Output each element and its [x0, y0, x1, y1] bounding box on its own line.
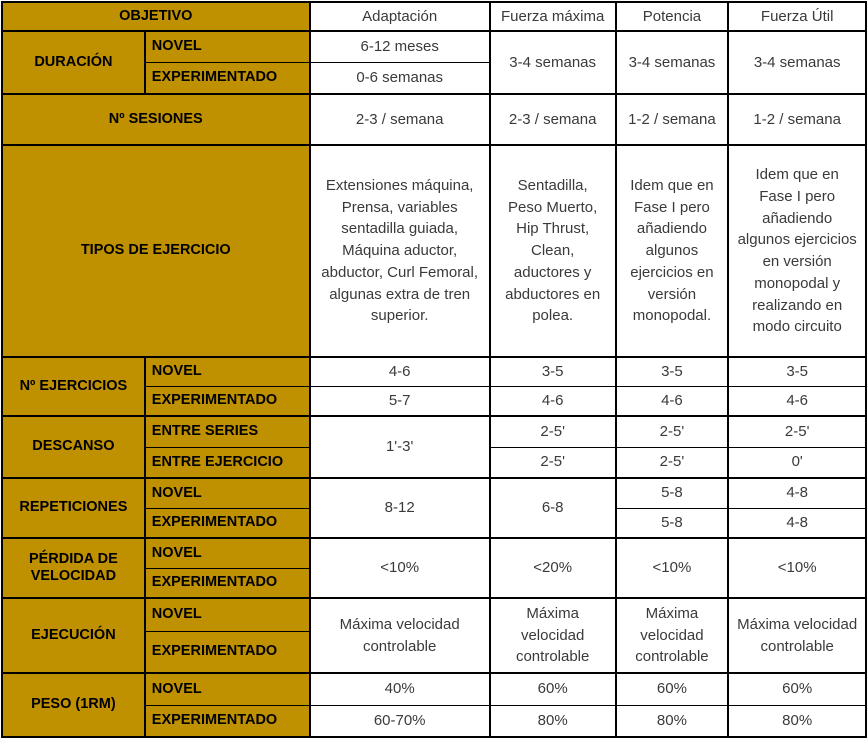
cell-sesiones-fuerza-maxima: 2-3 / semana: [490, 94, 616, 145]
cell-peso-experimentado-fuerza-util: 80%: [728, 705, 866, 737]
cell-descanso-adaptacion-merged: 1'-3': [310, 416, 490, 478]
cell-descanso-ejercicio-fuerza-maxima: 2-5': [490, 447, 616, 478]
cell-peso-experimentado-label: EXPERIMENTADO: [145, 705, 310, 737]
cell-tipos-adaptacion: Extensiones máquina, Prensa, variables sentadilla guiada, Máquina aductor, abductor, Curl Femoral, algunas extra de tren superior.: [310, 145, 490, 357]
cell-repeticiones-label: REPETICIONES: [2, 478, 145, 538]
col-header-fuerza-maxima: Fuerza máxima: [490, 2, 616, 31]
cell-ejercicios-novel-potencia: 3-5: [616, 357, 729, 386]
cell-descanso-label: DESCANSO: [2, 416, 145, 478]
cell-ejercicios-novel-adaptacion: 4-6: [310, 357, 490, 386]
cell-descanso-series-potencia: 2-5': [616, 416, 729, 447]
cell-duracion-novel-adaptacion: 6-12 meses: [310, 31, 490, 62]
col-header-fuerza-util: Fuerza Útil: [728, 2, 866, 31]
cell-descanso-series-fuerza-maxima: 2-5': [490, 416, 616, 447]
cell-ejecucion-potencia: Máxima velocidad controlable: [616, 598, 729, 673]
cell-descanso-series-label: ENTRE SERIES: [145, 416, 310, 447]
cell-repeticiones-experimentado-label: EXPERIMENTADO: [145, 508, 310, 538]
cell-peso-novel-fuerza-maxima: 60%: [490, 673, 616, 705]
cell-tipos-potencia: Idem que en Fase I pero añadiendo algunos ejercicios en versión monopodal.: [616, 145, 729, 357]
cell-perdida-novel-label: NOVEL: [145, 538, 310, 568]
cell-ejecucion-experimentado-label: EXPERIMENTADO: [145, 631, 310, 673]
cell-descanso-ejercicio-fuerza-util: 0': [728, 447, 866, 478]
cell-ejercicios-experimentado-fuerza-util: 4-6: [728, 386, 866, 416]
cell-duracion-potencia: 3-4 semanas: [616, 31, 729, 94]
cell-sesiones-adaptacion: 2-3 / semana: [310, 94, 490, 145]
cell-ejercicios-novel-fuerza-util: 3-5: [728, 357, 866, 386]
cell-descanso-series-fuerza-util: 2-5': [728, 416, 866, 447]
cell-duracion-experimentado-label: EXPERIMENTADO: [145, 62, 310, 94]
cell-tipos-fuerza-util: Idem que en Fase I pero añadiendo algunos ejercicios en versión monopodal y realizando en modo circuito: [728, 145, 866, 357]
cell-perdida-potencia: <10%: [616, 538, 729, 598]
cell-objetivo-label: OBJETIVO: [2, 2, 310, 31]
cell-peso-experimentado-adaptacion: 60-70%: [310, 705, 490, 737]
cell-repeticiones-fuerza-maxima-merged: 6-8: [490, 478, 616, 538]
cell-sesiones-fuerza-util: 1-2 / semana: [728, 94, 866, 145]
cell-peso-novel-potencia: 60%: [616, 673, 729, 705]
cell-perdida-label: PÉRDIDA DE VELOCIDAD: [2, 538, 145, 598]
cell-ejercicios-experimentado-label: EXPERIMENTADO: [145, 386, 310, 416]
cell-ejercicios-experimentado-potencia: 4-6: [616, 386, 729, 416]
cell-duracion-novel-label: NOVEL: [145, 31, 310, 62]
cell-repeticiones-novel-potencia: 5-8: [616, 478, 729, 508]
cell-ejercicios-novel-fuerza-maxima: 3-5: [490, 357, 616, 386]
col-header-potencia: Potencia: [616, 2, 729, 31]
cell-perdida-experimentado-label: EXPERIMENTADO: [145, 568, 310, 598]
cell-repeticiones-adaptacion-merged: 8-12: [310, 478, 490, 538]
cell-ejecucion-label: EJECUCIÓN: [2, 598, 145, 673]
cell-duracion-fuerza-util: 3-4 semanas: [728, 31, 866, 94]
cell-ejecucion-fuerza-maxima: Máxima velocidad controlable: [490, 598, 616, 673]
cell-ejecucion-novel-label: NOVEL: [145, 598, 310, 631]
cell-peso-label: PESO (1RM): [2, 673, 145, 737]
cell-repeticiones-experimentado-potencia: 5-8: [616, 508, 729, 538]
cell-peso-experimentado-fuerza-maxima: 80%: [490, 705, 616, 737]
cell-ejercicios-experimentado-adaptacion: 5-7: [310, 386, 490, 416]
cell-ejecucion-fuerza-util: Máxima velocidad controlable: [728, 598, 866, 673]
cell-repeticiones-experimentado-fuerza-util: 4-8: [728, 508, 866, 538]
cell-peso-novel-label: NOVEL: [145, 673, 310, 705]
cell-perdida-adaptacion: <10%: [310, 538, 490, 598]
cell-repeticiones-novel-label: NOVEL: [145, 478, 310, 508]
cell-perdida-fuerza-util: <10%: [728, 538, 866, 598]
cell-tipos-fuerza-maxima: Sentadilla, Peso Muerto, Hip Thrust, Clean, aductores y abductores en polea.: [490, 145, 616, 357]
cell-sesiones-potencia: 1-2 / semana: [616, 94, 729, 145]
cell-duracion-label: DURACIÓN: [2, 31, 145, 94]
cell-peso-novel-fuerza-util: 60%: [728, 673, 866, 705]
cell-ejecucion-adaptacion: Máxima velocidad controlable: [310, 598, 490, 673]
cell-sesiones-label: Nº SESIONES: [2, 94, 310, 145]
cell-ejercicios-label: Nº EJERCICIOS: [2, 357, 145, 416]
cell-repeticiones-novel-fuerza-util: 4-8: [728, 478, 866, 508]
cell-duracion-experimentado-adaptacion: 0-6 semanas: [310, 62, 490, 94]
cell-descanso-ejercicio-label: ENTRE EJERCICIO: [145, 447, 310, 478]
col-header-adaptacion: Adaptación: [310, 2, 490, 31]
cell-peso-novel-adaptacion: 40%: [310, 673, 490, 705]
cell-peso-experimentado-potencia: 80%: [616, 705, 729, 737]
cell-descanso-ejercicio-potencia: 2-5': [616, 447, 729, 478]
cell-duracion-fuerza-maxima: 3-4 semanas: [490, 31, 616, 94]
cell-ejercicios-novel-label: NOVEL: [145, 357, 310, 386]
cell-perdida-fuerza-maxima: <20%: [490, 538, 616, 598]
cell-ejercicios-experimentado-fuerza-maxima: 4-6: [490, 386, 616, 416]
cell-tipos-label: TIPOS DE EJERCICIO: [2, 145, 310, 357]
training-phases-table: [1, 1, 867, 738]
